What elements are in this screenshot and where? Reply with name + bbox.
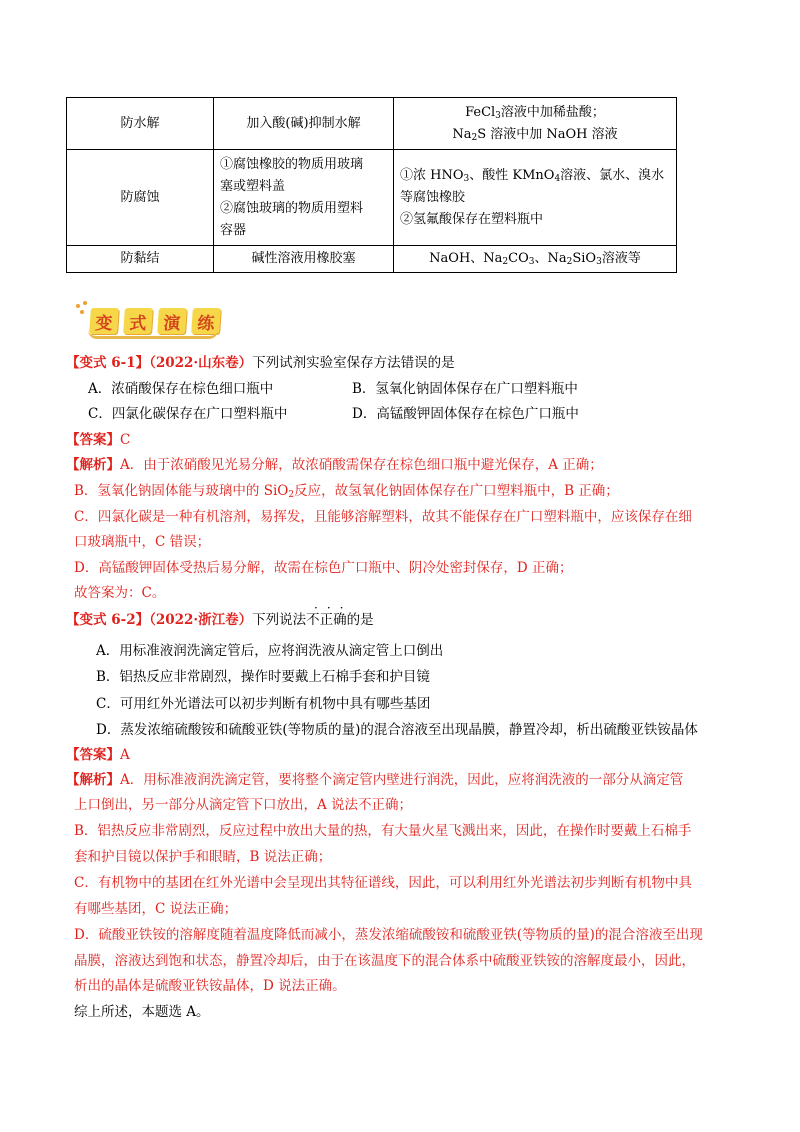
- option-d: D．蒸发浓缩硫酸铵和硫酸亚铁(等物质的量)的混合溶液至出现晶膜，静置冷却，析出硫酸亚铁铵晶体: [96, 722, 698, 738]
- table-row: [67, 246, 677, 273]
- measure-line: 塞或塑料盖: [220, 178, 286, 194]
- question-text: 下列试剂实验室保存方法错误的是: [252, 355, 455, 371]
- method-cell: 防水解: [67, 98, 214, 150]
- answer-line: [66, 428, 130, 452]
- answer-tag: 【答案】: [66, 432, 120, 448]
- analysis-line: 上口倒出，另一部分从滴定管下口放出，A 说法不正确；: [74, 797, 413, 813]
- analysis-line: 有哪些基团，C 说法正确；: [74, 901, 238, 917]
- table-row: [67, 150, 677, 246]
- analysis-line: D．硫酸亚铁铵的溶解度随着温度降低而减小，蒸发浓缩硫酸铵和硫酸亚铁(等物质的量)的混合溶液至出现: [74, 927, 703, 943]
- measure-line: ①腐蚀橡胶的物质用玻璃: [220, 156, 364, 172]
- analysis-line: B．氢氧化钠固体能与玻璃中的 SiO$_2$反应，故氢氧化钠固体保存在广口塑料瓶中，B 正确；: [74, 483, 619, 500]
- option-c: C．可用红外光谱法可以初步判断有机物中具有哪些基团: [96, 696, 431, 712]
- banner-char: 练: [191, 308, 221, 334]
- analysis-tag: 【解析】: [66, 457, 120, 473]
- measure-cell: [214, 150, 394, 246]
- option-a: A．用标准液润洗滴定管后，应将润洗液从滴定管上口倒出: [96, 643, 444, 659]
- question-text: 下列说法不正确的是: [252, 612, 374, 628]
- question-tag: 【变式 6-1】: [66, 355, 150, 371]
- option-b: B．铝热反应非常剧烈，操作时要戴上石棉手套和护目镜: [96, 669, 430, 685]
- measure-line: ②腐蚀玻璃的物质用塑料: [220, 200, 364, 216]
- table-row: [67, 98, 677, 150]
- method-cell: 防黏结: [67, 246, 214, 273]
- example-cell: [394, 98, 677, 150]
- measure-cell: 碱性溶液用橡胶塞: [214, 246, 394, 273]
- analysis-tag: 【解析】: [66, 772, 120, 788]
- measure-line: 容器: [220, 222, 247, 238]
- example-line: FeCl$_3$溶液中加稀盐酸；: [465, 104, 605, 121]
- example-line: ①浓 $HNO_3$、酸性 KMnO$_4$溶液、氯水、溴水: [400, 167, 665, 184]
- option-c: C．四氯化碳保存在广口塑料瓶中: [88, 406, 288, 422]
- example-cell: NaOH、$Na_2CO_3$、$Na_2SiO_3$溶液等: [394, 246, 677, 273]
- emphasis-dots: ···: [314, 601, 353, 615]
- analysis-line: C．有机物中的基团在红外光谱中会呈现出其特征谱线，因此，可以利用红外光谱法初步判断有机物中具: [74, 875, 692, 891]
- method-cell: 防腐蚀: [67, 150, 214, 246]
- example-cell: [394, 150, 677, 246]
- banner-char: 变: [89, 308, 119, 334]
- analysis-line: 【解析】A．用标准液润洗滴定管，要将整个滴定管内壁进行润洗，因此，应将润洗液的一部分从滴定管: [66, 772, 684, 788]
- example-line: $Na_2S$ 溶液中加 NaOH 溶液: [452, 126, 618, 143]
- section-banner: [74, 300, 234, 340]
- example-line: ②氢氟酸保存在塑料瓶中: [400, 211, 544, 227]
- option-d: D．高锰酸钾固体保存在棕色广口瓶中: [352, 406, 579, 422]
- analysis-line: 口玻璃瓶中，C 错误；: [74, 534, 211, 550]
- question-source: （2022·浙江卷）: [149, 612, 253, 628]
- analysis-line: B．铝热反应非常剧烈，反应过程中放出大量的热，有大量火星飞溅出来，因此，在操作时要戴上石棉手: [74, 823, 692, 839]
- question-source: （2022·山东卷）: [149, 355, 253, 371]
- storage-method-table: [66, 97, 677, 273]
- measure-cell: 加入酸(碱)抑制水解: [214, 98, 394, 150]
- analysis-line: C．四氯化碳是一种有机溶剂，易挥发，且能够溶解塑料，故其不能保存在广口塑料瓶中，应该保存在细: [74, 509, 692, 525]
- analysis-line: 套和护目镜以保护手和眼睛，B 说法正确；: [74, 849, 332, 865]
- analysis-line: 晶膜，溶液达到饱和状态，静置冷却后，由于在该温度下的混合体系中硫酸亚铁铵的溶解度最小，因此，: [74, 953, 695, 969]
- banner-char: 式: [123, 308, 153, 334]
- option-a: A．浓硝酸保存在棕色细口瓶中: [88, 381, 274, 397]
- answer-line: [66, 743, 130, 767]
- conclusion-line: 综上所述，本题选 A。: [74, 1004, 210, 1020]
- banner-swoosh-icon: [88, 330, 218, 339]
- banner-char: 演: [157, 308, 187, 334]
- example-line: 等腐蚀橡胶: [400, 189, 466, 205]
- question-stem: [66, 608, 374, 632]
- option-b: B．氢氧化钠固体保存在广口塑料瓶中: [352, 381, 578, 397]
- answer-tag: 【答案】: [66, 747, 120, 763]
- question-tag: 【变式 6-2】: [66, 612, 150, 628]
- question-stem: [66, 351, 455, 375]
- analysis-line: 析出的晶体是硫酸亚铁铵晶体，D 说法正确。: [74, 978, 346, 994]
- analysis-line: D．高锰酸钾固体受热后易分解，故需在棕色广口瓶中、阴冷处密封保存，D 正确；: [74, 560, 573, 576]
- answer-value: C: [120, 432, 131, 448]
- analysis-line: 【解析】A．由于浓硝酸见光易分解，故浓硝酸需保存在棕色细口瓶中避光保存，A 正确；: [66, 457, 603, 473]
- answer-value: A: [120, 747, 130, 763]
- analysis-line: 故答案为：C。: [74, 585, 166, 601]
